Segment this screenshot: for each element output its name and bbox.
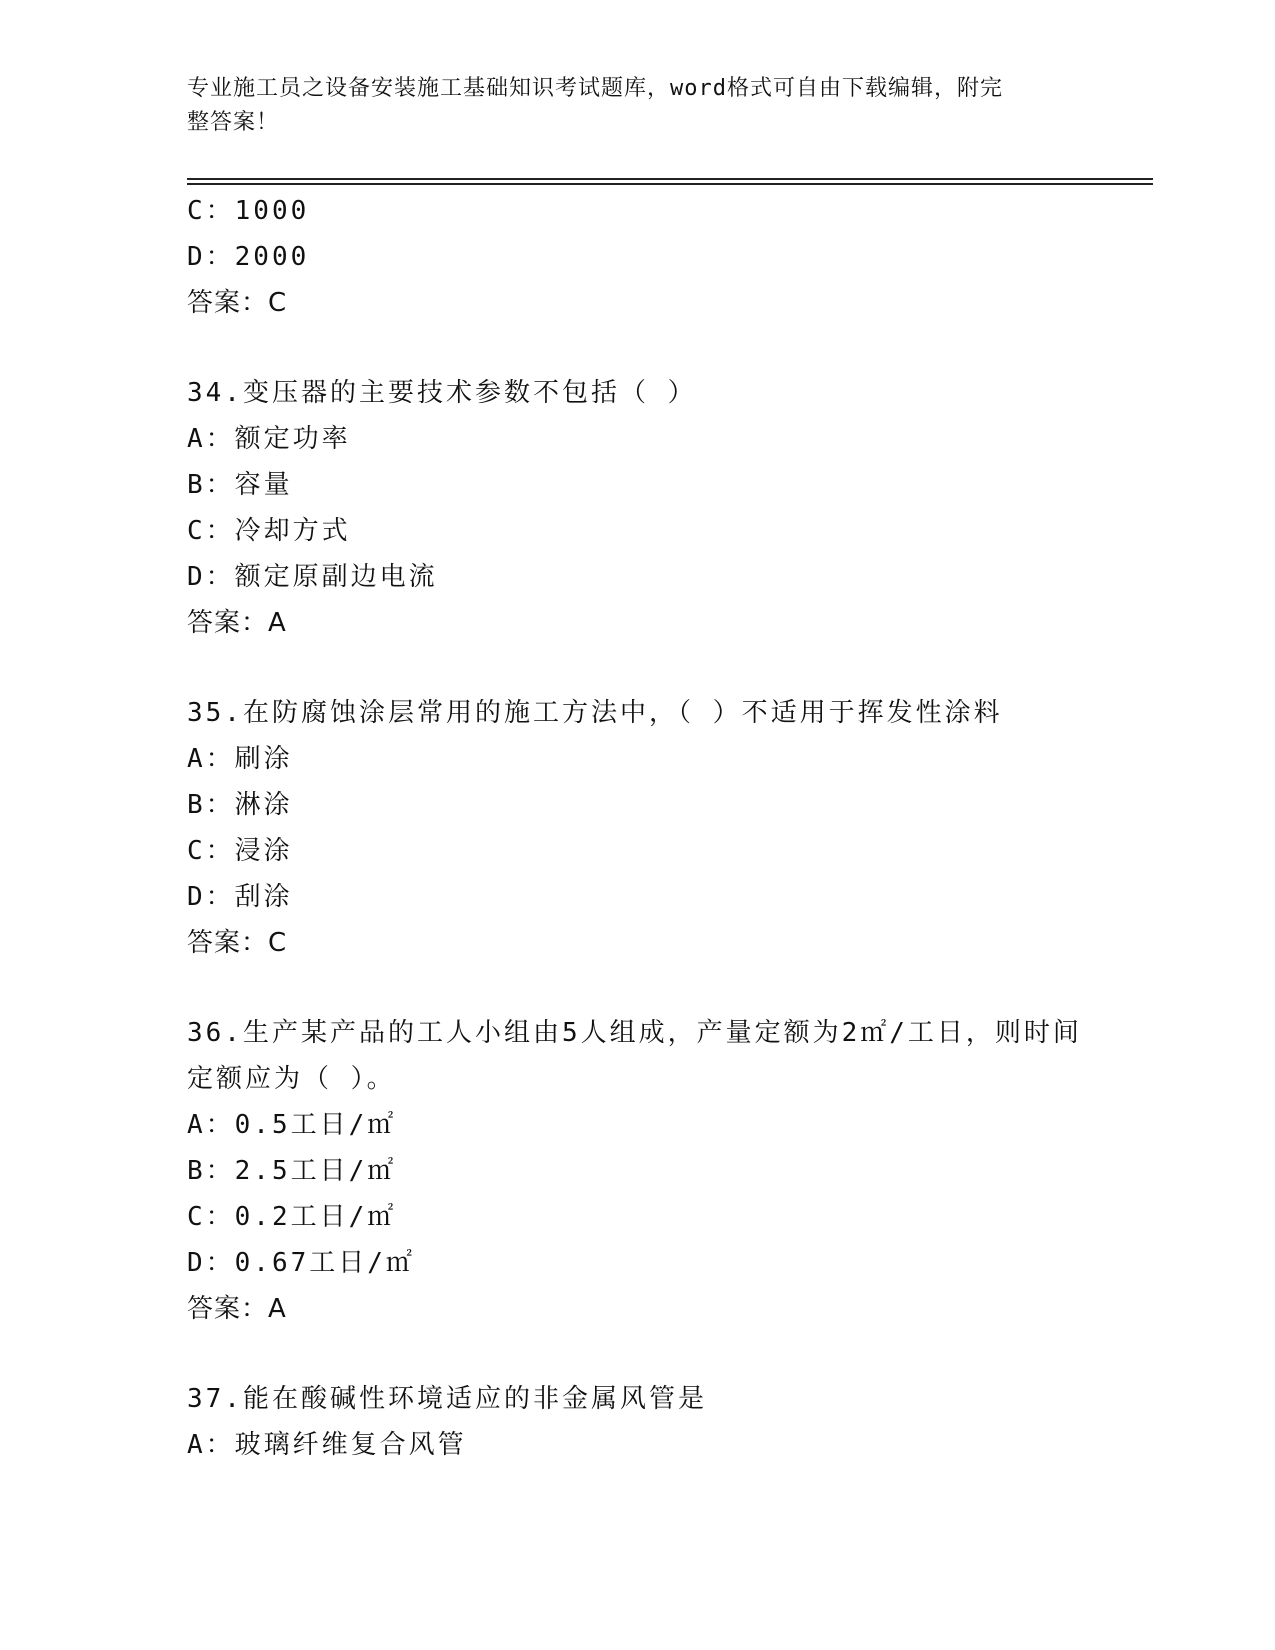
answer: 答案：C <box>187 288 288 318</box>
answer: 答案：A <box>187 1294 287 1324</box>
question-stem: 34.变压器的主要技术参数不包括（ ） <box>187 378 697 408</box>
spacer <box>187 1332 1087 1376</box>
option-b: B：容量 <box>187 470 293 500</box>
option-d: D：额定原副边电流 <box>187 562 438 592</box>
header-divider-top <box>187 178 1153 180</box>
option-d: D：0.67工日/㎡ <box>187 1248 415 1278</box>
option-a: A：额定功率 <box>187 424 351 454</box>
question-36 <box>187 1010 1087 1332</box>
option-c: C：浸涂 <box>187 836 293 866</box>
spacer <box>187 326 1087 370</box>
header-line-1: 专业施工员之设备安装施工基础知识考试题库，word格式可自由下载编辑，附完 <box>187 76 1003 101</box>
question-34 <box>187 370 1087 646</box>
question-stem: 37.能在酸碱性环境适应的非金属风管是 <box>187 1384 707 1414</box>
spacer <box>187 966 1087 1010</box>
question-stem: 36.生产某产品的工人小组由5人组成，产量定额为2㎡/工日，则时间 <box>187 1018 1082 1048</box>
spacer <box>187 646 1087 690</box>
option-a: A：刷涂 <box>187 744 293 774</box>
option-d: D：刮涂 <box>187 882 293 912</box>
option-c: C：0.2工日/㎡ <box>187 1202 397 1232</box>
document-header <box>187 72 1067 140</box>
option-a: A：玻璃纤维复合风管 <box>187 1430 467 1460</box>
question-35 <box>187 690 1087 966</box>
option-c: C：冷却方式 <box>187 516 351 546</box>
question-list <box>187 188 1087 1468</box>
option-b: B：2.5工日/㎡ <box>187 1156 397 1186</box>
option-a: A：0.5工日/㎡ <box>187 1110 397 1140</box>
option-d: D：2000 <box>187 242 310 272</box>
header-divider-bottom <box>187 183 1153 185</box>
option-c: C：1000 <box>187 196 310 226</box>
question-37 <box>187 1376 1087 1468</box>
question-stem: 35.在防腐蚀涂层常用的施工方法中，（ ）不适用于挥发性涂料 <box>187 698 1003 728</box>
question-stem-continued: 定额应为（ ）。 <box>187 1064 396 1094</box>
option-b: B：淋涂 <box>187 790 293 820</box>
header-line-2: 整答案！ <box>187 110 280 135</box>
answer: 答案：A <box>187 608 287 638</box>
question-33-tail <box>187 188 1087 326</box>
answer: 答案：C <box>187 928 288 958</box>
